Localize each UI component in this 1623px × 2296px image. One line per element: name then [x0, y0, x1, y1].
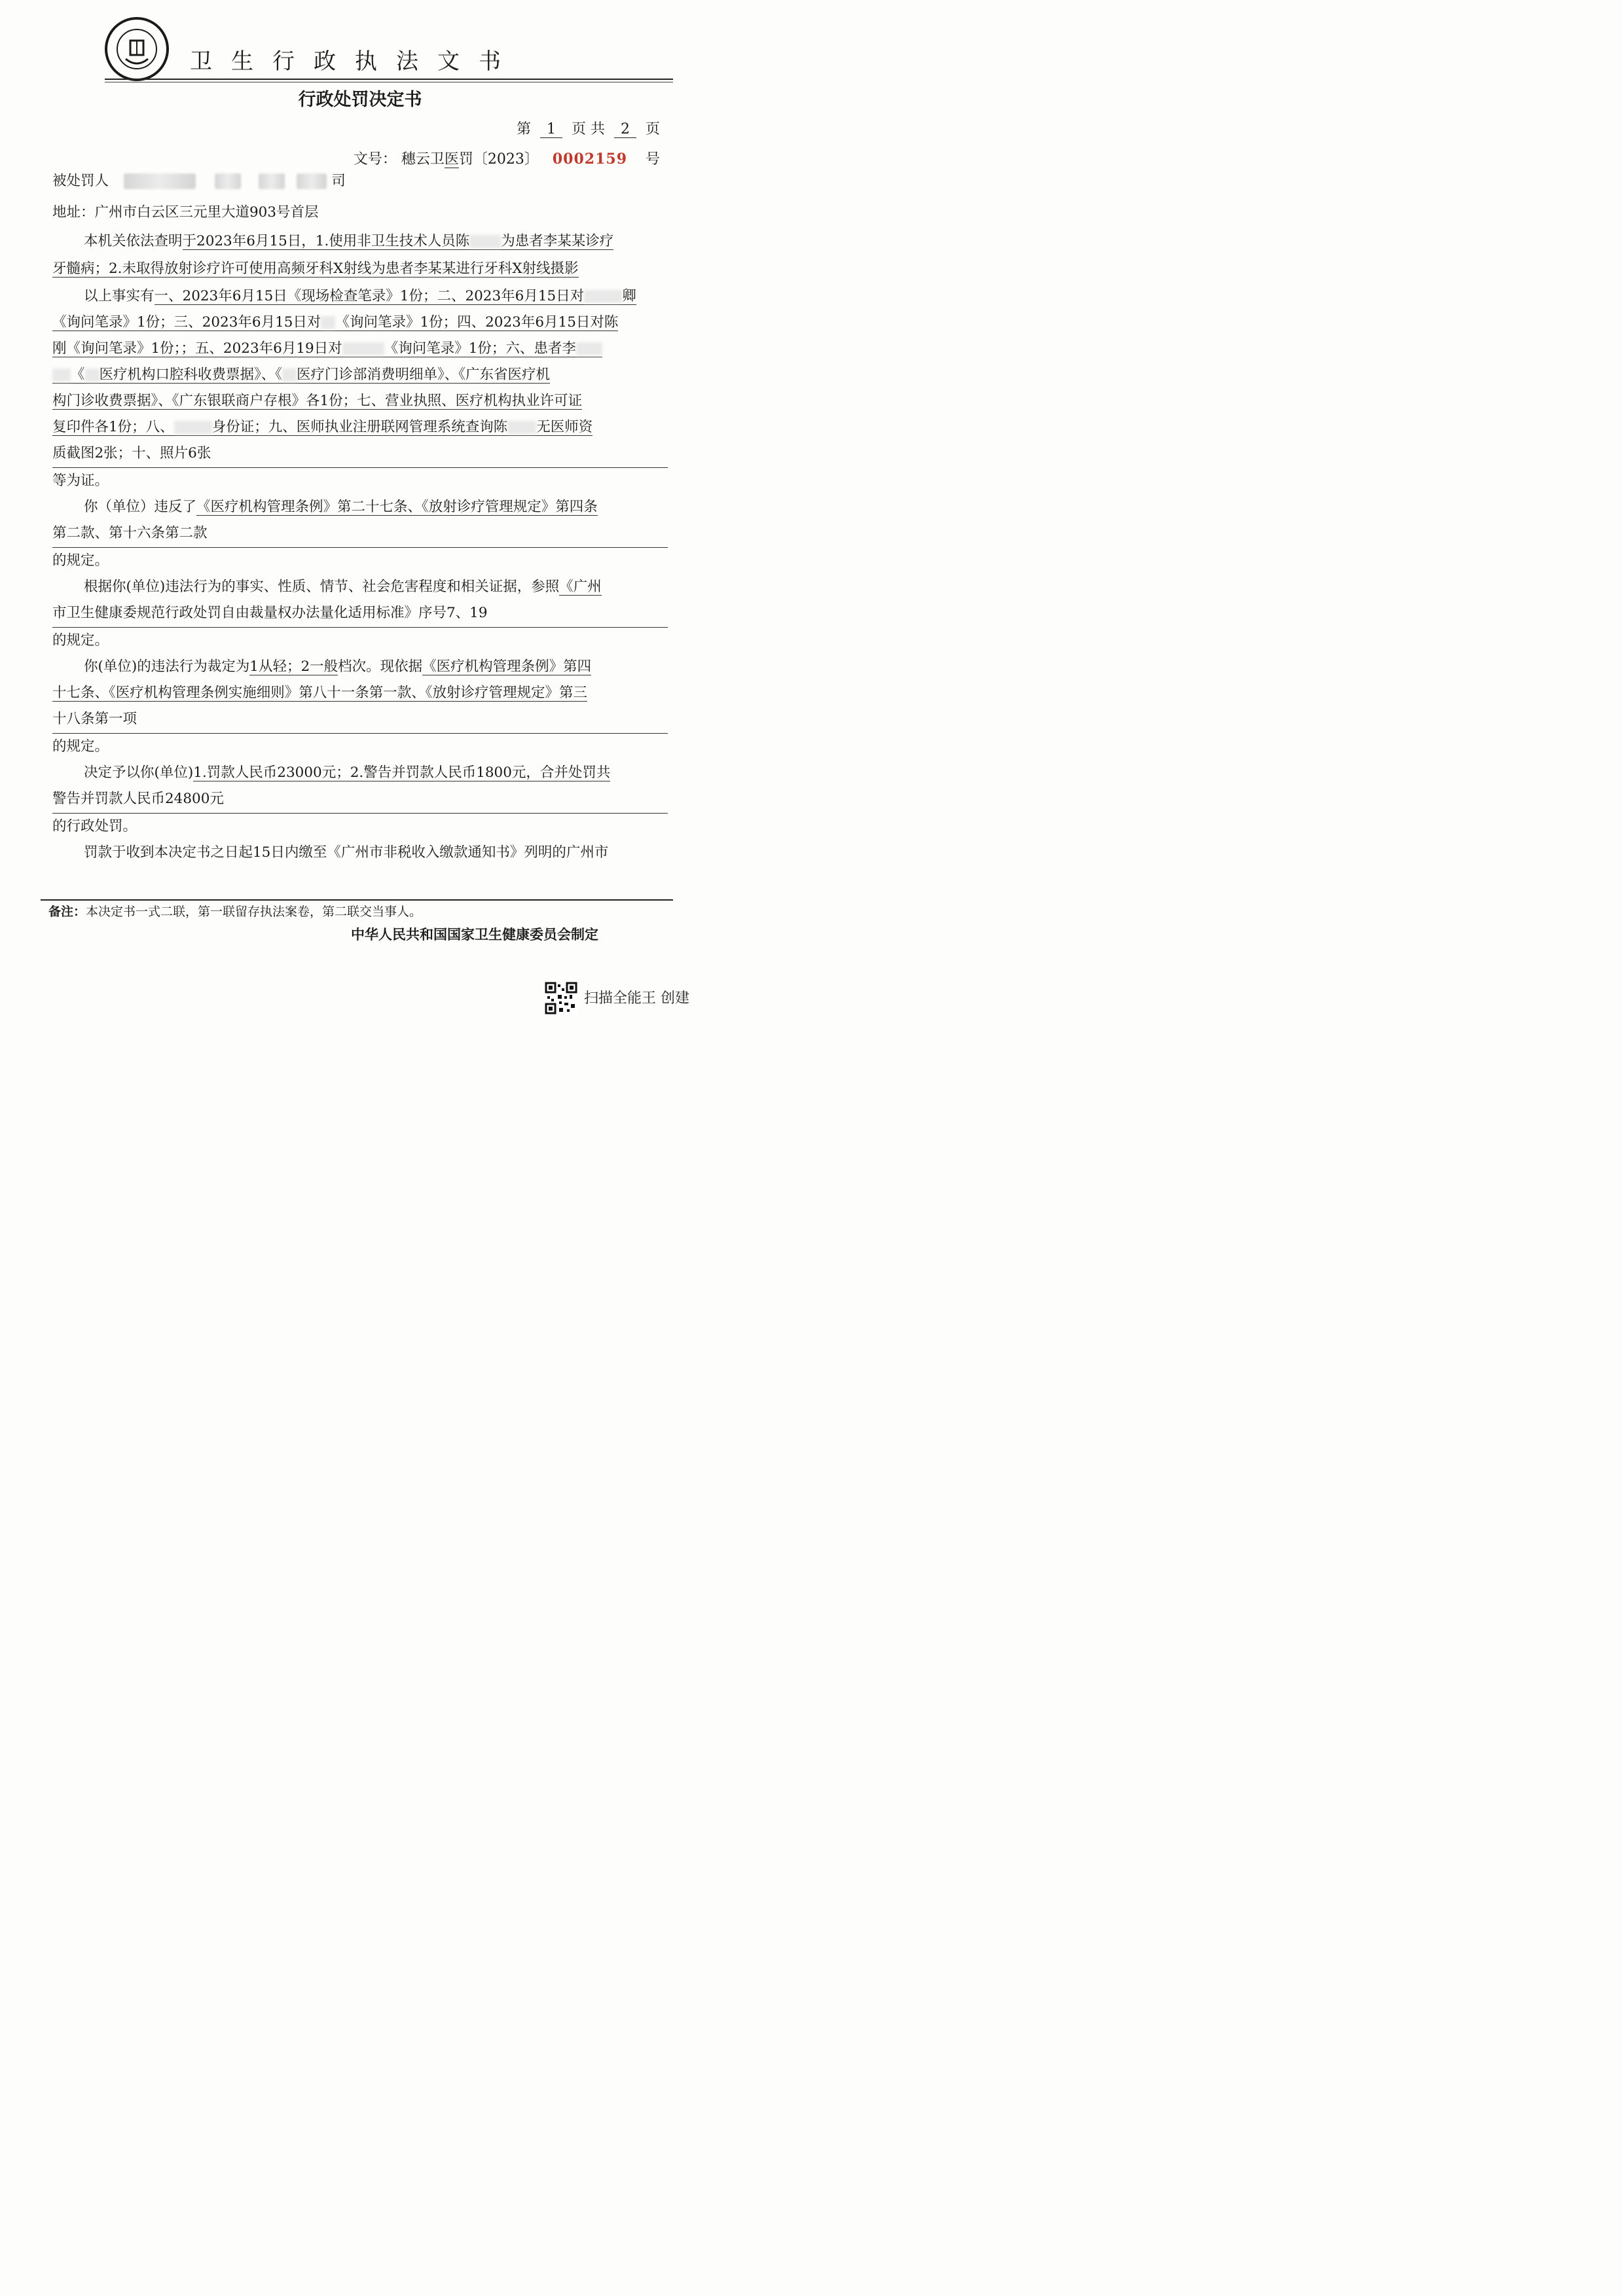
violation-text: 《医疗机构管理条例》第二十七条、《放射诊疗管理规定》第四条	[196, 499, 598, 515]
basis-text: 《广州	[559, 579, 602, 595]
evidence-text	[52, 340, 602, 357]
facts-text-a: 于2023年6月15日，1.使用非卫生技术人员陈	[182, 233, 470, 249]
violation-line	[52, 520, 671, 547]
ruling-text: 《医疗机构管理条例》第四	[422, 658, 592, 675]
evidence-text-b: 《询问笔录》1份；六、患者李	[384, 340, 576, 357]
page-current: 1	[540, 121, 562, 138]
redacted-name	[124, 173, 196, 189]
header-rule	[105, 79, 673, 80]
decision-text: 警告并罚款人民币24800元	[52, 785, 668, 814]
remark-text: 本决定书一式二联，第一联留存执法案卷，第二联交当事人。	[86, 905, 422, 919]
page-indicator	[517, 118, 660, 138]
decision-line	[84, 759, 671, 787]
document-title: 行政处罚决定书	[298, 90, 422, 110]
evidence-text-b: 《询问笔录》1份；四、2023年6月15日对陈	[335, 314, 619, 331]
evidence-end: 等为证。	[52, 473, 109, 489]
redacted-text	[342, 342, 384, 355]
page-total: 2	[614, 121, 636, 138]
doc-number-serial: 0002159	[552, 151, 627, 168]
evidence-lead: 以上事实有	[84, 288, 155, 304]
redacted-text	[507, 421, 536, 434]
decision-end: 的行政处罚。	[52, 818, 137, 834]
redacted-name	[297, 173, 327, 189]
basis-text: 市卫生健康委规范行政处罚自由裁量权办法量化适用标准》序号7、19	[52, 600, 668, 628]
redacted-name	[215, 173, 241, 189]
evidence-line	[52, 361, 671, 389]
doc-number-suffix: 号	[645, 151, 660, 168]
evidence-line	[52, 440, 671, 467]
basis-line	[84, 573, 671, 601]
footer-rule	[41, 899, 673, 901]
redacted-text	[321, 316, 335, 329]
evidence-text-a: 复印件各1份；八、	[52, 419, 174, 435]
scanner-watermark: 扫描全能王 创建	[584, 990, 689, 1007]
violation-text: 第二款、第十六条第二款	[52, 520, 668, 548]
redacted-text	[282, 368, 297, 382]
evidence-text	[52, 367, 550, 384]
ruling-end: 的规定。	[52, 738, 109, 755]
decision-line	[52, 785, 671, 813]
ruling-mid: 档次。现依据	[338, 658, 423, 675]
redacted-text	[174, 421, 212, 434]
evidence-line	[52, 309, 671, 336]
doc-number-prefix: 穗云卫	[401, 151, 445, 168]
facts-text: 牙髓病；2.未取得放射诊疗许可使用高频牙科X射线为患者李某某进行牙科X射线摄影	[52, 260, 579, 277]
emblem-glyph	[107, 20, 166, 79]
facts-text	[183, 233, 614, 250]
page-prefix: 第	[516, 121, 531, 137]
payment-line: 罚款于收到本决定书之日起15日内缴至《广州市非税收入缴款通知书》列明的广州市	[84, 844, 609, 861]
basis-lead: 根据你(单位)违法行为的事实、性质、情节、社会危害程度和相关证据，参照	[84, 579, 560, 595]
remark-label: 备注：	[48, 905, 86, 919]
ruling-line	[52, 706, 671, 733]
evidence-text-a: 《	[71, 367, 85, 383]
doc-number-year: 罚〔2023〕	[458, 151, 539, 168]
facts-text-b: 为患者李某某诊疗	[501, 233, 614, 249]
redacted-text	[469, 235, 501, 248]
evidence-text-a: 刚《询问笔录》1份；；五、2023年6月19日对	[52, 340, 342, 357]
address-line: 地址：广州市白云区三元里大道903号首层	[52, 204, 319, 221]
penalized-party-line	[52, 168, 671, 195]
ruling-line	[52, 679, 671, 707]
evidence-text-b: 医疗机构口腔科收费票据》、《	[99, 367, 283, 383]
evidence-text-a: 一、2023年6月15日《现场检查笔录》1份；二、2023年6月15日对	[154, 288, 585, 304]
health-inspection-emblem	[105, 17, 169, 81]
doc-number-type: 医	[444, 151, 459, 168]
evidence-text: 质截图2张；十、照片6张	[52, 440, 668, 468]
redacted-text	[576, 342, 602, 355]
evidence-text	[52, 419, 593, 436]
decision-lead: 决定予以你(单位)	[84, 764, 194, 781]
evidence-line	[52, 414, 671, 441]
redacted-text	[52, 368, 71, 382]
evidence-text	[155, 288, 636, 305]
penalized-label: 被处罚人	[52, 173, 109, 189]
redacted-text	[584, 290, 622, 303]
evidence-text	[52, 314, 618, 331]
redacted-name	[259, 173, 285, 189]
violation-line	[84, 493, 671, 521]
doc-number-label: 文号：	[353, 151, 397, 168]
page-mid: 页 共	[571, 121, 605, 137]
evidence-text-c: 医疗门诊部消费明细单》、《广东省医疗机	[297, 367, 551, 383]
evidence-line	[84, 283, 671, 310]
redacted-text	[85, 368, 100, 382]
facts-lead: 本机关依法查明	[84, 233, 183, 249]
document-number	[354, 148, 660, 168]
basis-line	[52, 600, 671, 627]
agency-title: 卫生行政执法文书	[190, 48, 520, 75]
basis-end: 的规定。	[52, 632, 109, 649]
violation-end: 的规定。	[52, 552, 109, 569]
evidence-text-c: 无医师资	[536, 419, 593, 435]
remark	[48, 902, 422, 920]
evidence-text-b: 身份证；九、医师执业注册联网管理系统查询陈	[211, 419, 508, 435]
evidence-text: 构门诊收费票据》、《广东银联商户存根》各1份；七、营业执照、医疗机构执业许可证	[52, 393, 583, 409]
ruling-lead: 你(单位)的违法行为裁定为	[84, 658, 250, 675]
evidence-line	[52, 387, 671, 415]
facts-line	[84, 228, 671, 255]
decision-text: 1.罚款人民币23000元；2.警告并罚款人民币1800元，合并处罚共	[193, 764, 611, 781]
facts-line	[52, 255, 671, 283]
ruling-text: 十七条、《医疗机构管理条例实施细则》第八十一条第一款、《放射诊疗管理规定》第三	[52, 685, 588, 701]
issuer-line: 中华人民共和国国家卫生健康委员会制定	[351, 927, 598, 942]
ruling-text: 十八条第一项	[52, 706, 668, 734]
penalized-tail: 司	[331, 173, 346, 189]
evidence-text-b: 卿	[622, 288, 636, 304]
violation-lead: 你（单位）违反了	[84, 499, 197, 515]
evidence-line	[52, 335, 671, 363]
page-suffix: 页	[645, 121, 660, 137]
qr-code-icon	[545, 982, 577, 1014]
ruling-line	[84, 653, 671, 681]
ruling-level: 1从轻；2一般	[249, 658, 338, 675]
evidence-text-a: 《询问笔录》1份；三、2023年6月15日对	[52, 314, 321, 331]
